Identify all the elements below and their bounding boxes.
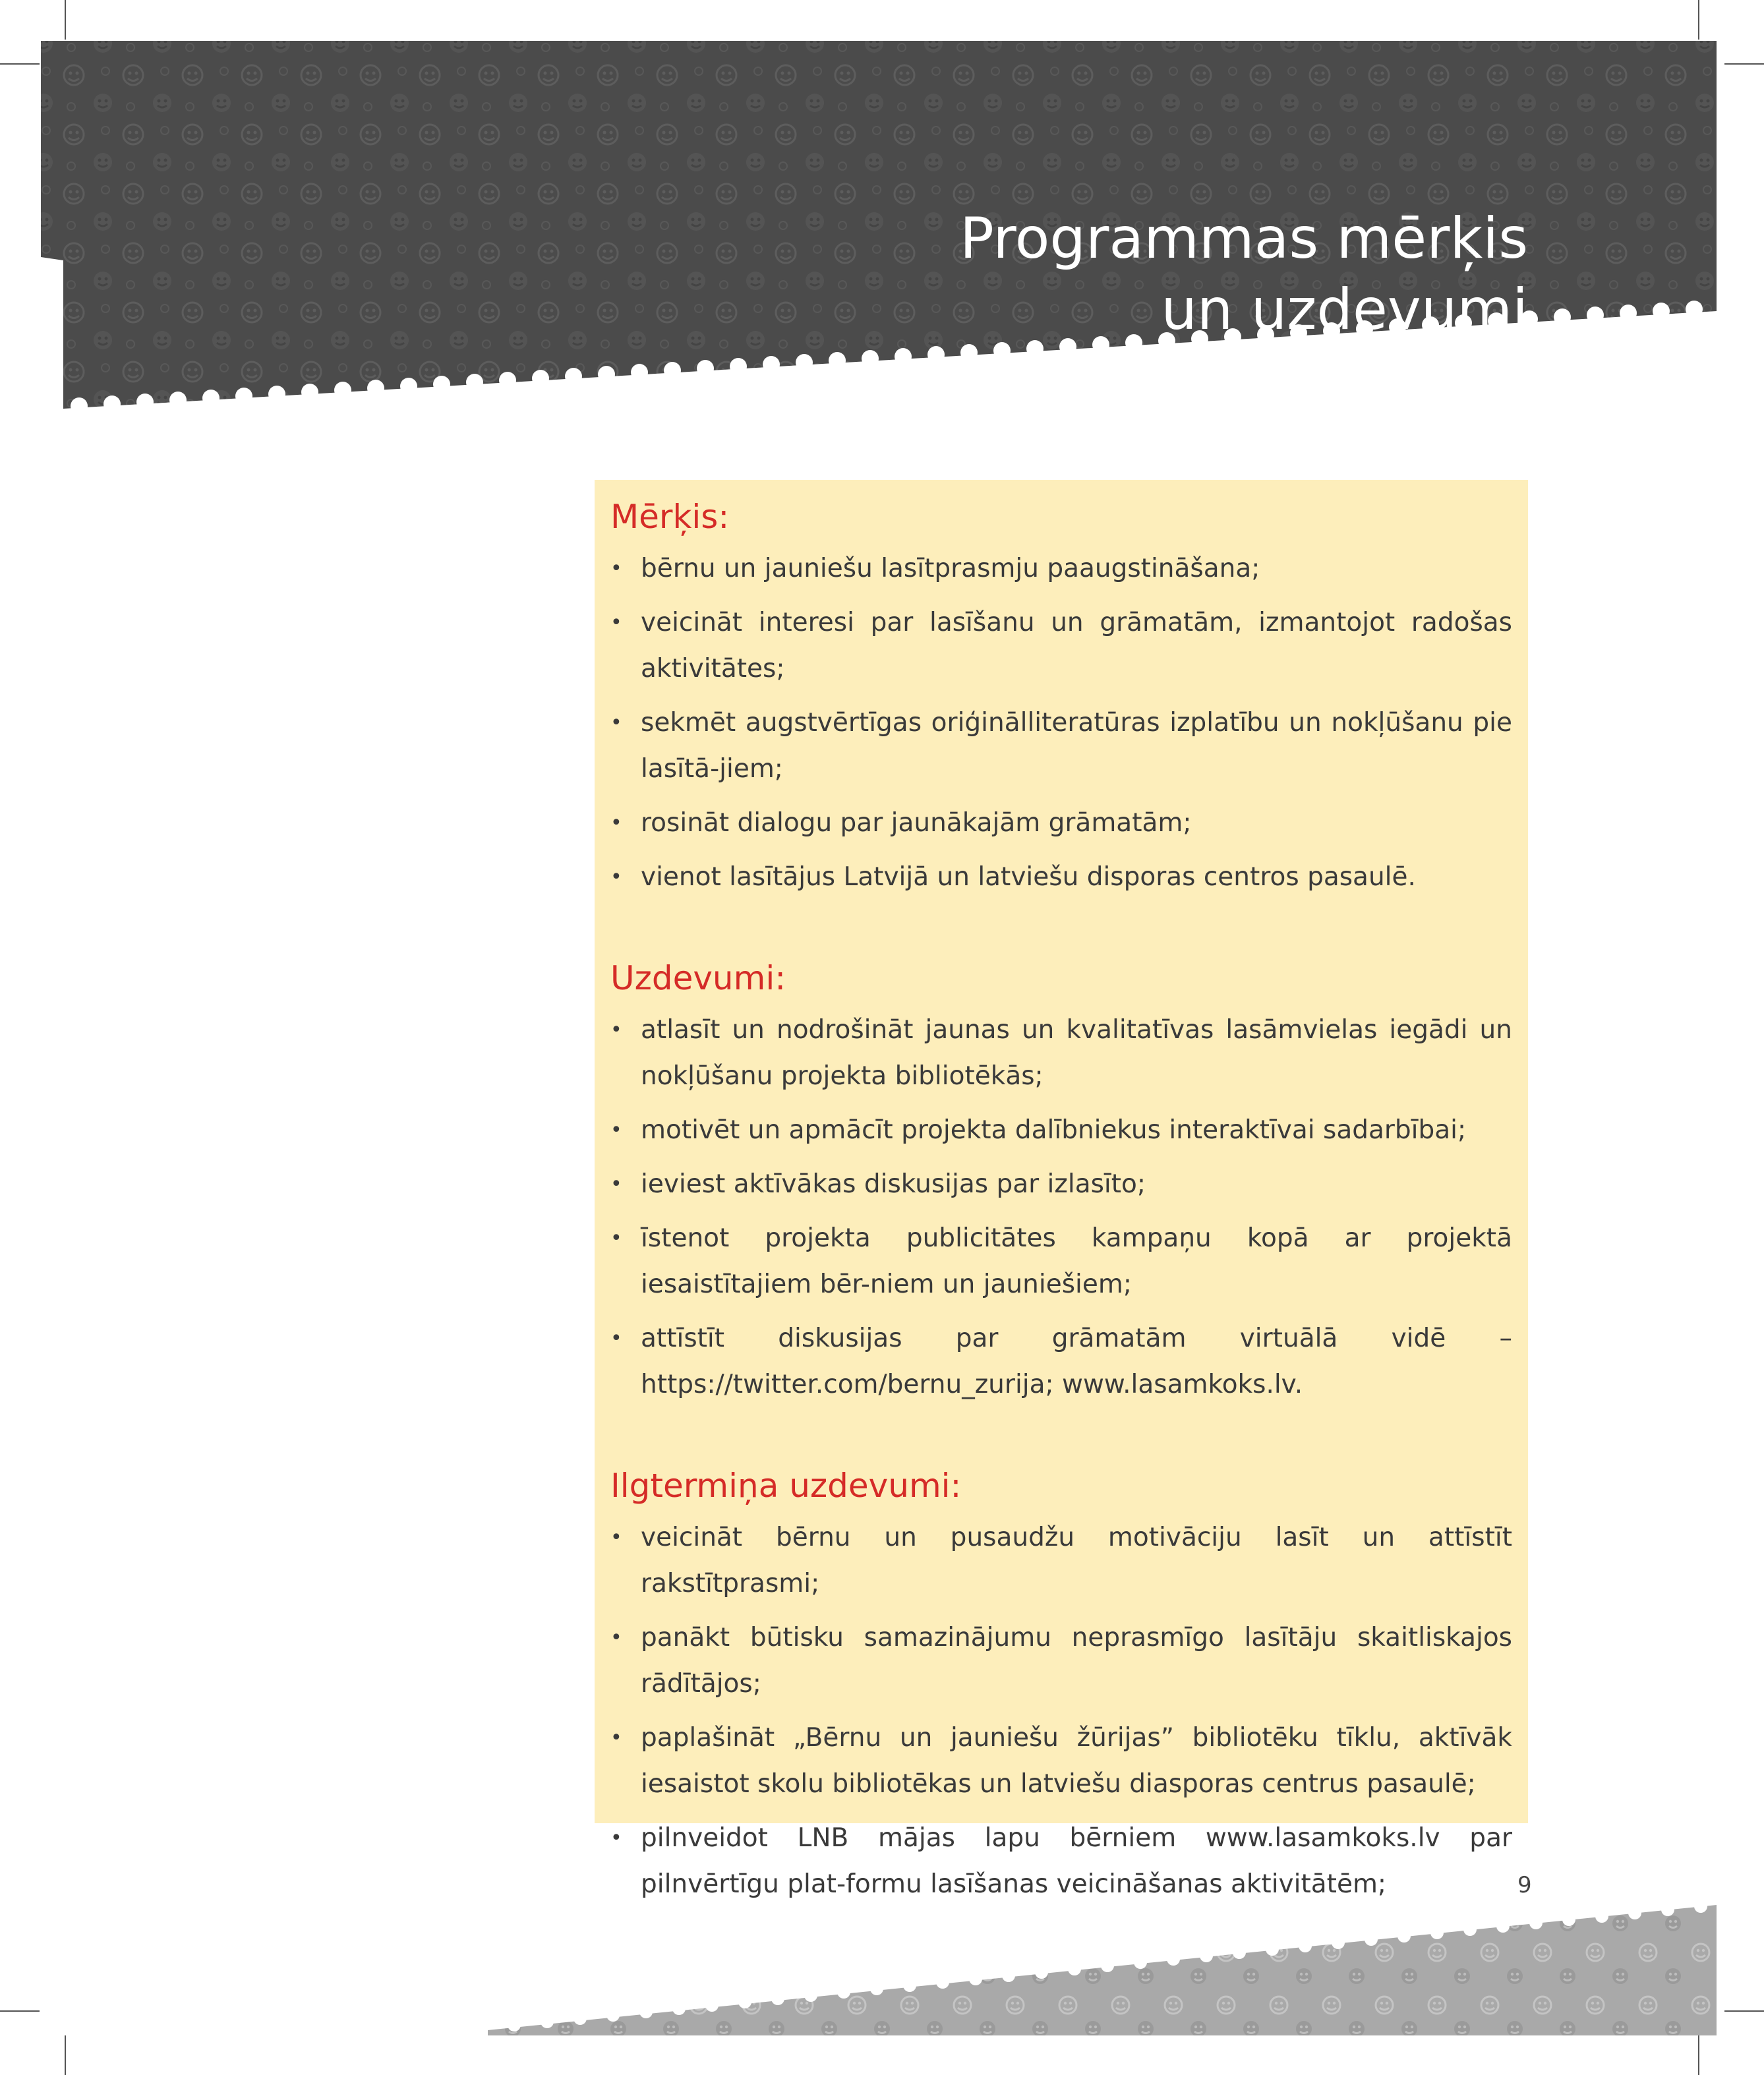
list-item-text: pilnveidot LNB mājas lapu bērniem www.lasamkoks.lv par pilnvērtīgu plat-formu lasīšanas veicināšanas aktivitātēm; bbox=[641, 1823, 1512, 1899]
bullet-icon: • bbox=[610, 865, 622, 889]
list-item-text: attīstīt diskusijas par grāmatām virtuālā vidē – https://twitter.com/bernu_zurija; www.lasamkoks.lv. bbox=[641, 1324, 1512, 1399]
list-item-text: bērnu un jauniešu lasītprasmju paaugstināšana; bbox=[641, 554, 1260, 583]
list-item bbox=[610, 1515, 1512, 1607]
list-item-text: panākt būtisku samazinājumu neprasmīgo lasītāju skaitliskajos rādītājos; bbox=[641, 1623, 1512, 1699]
list-item bbox=[610, 546, 1512, 592]
list-item-text: īstenot projekta publicitātes kampaņu kopā ar projektā iesaistītajiem bēr-niem un jauniešiem; bbox=[641, 1223, 1512, 1299]
list-item bbox=[610, 1107, 1512, 1154]
list-item-text: sekmēt augstvērtīgas oriģinālliteratūras izplatību un nokļūšanu pie lasītā-jiem; bbox=[641, 708, 1512, 784]
list-item bbox=[610, 700, 1512, 792]
bullet-icon: • bbox=[610, 1018, 622, 1041]
list-item bbox=[610, 1161, 1512, 1208]
page-title bbox=[737, 203, 1528, 345]
list-item bbox=[610, 1007, 1512, 1099]
bullet-icon: • bbox=[610, 1227, 622, 1250]
bullet-icon: • bbox=[610, 557, 622, 580]
list-item bbox=[610, 600, 1512, 692]
list-item-text: ieviest aktīvākas diskusijas par izlasīto; bbox=[641, 1169, 1146, 1199]
bullet-icon: • bbox=[610, 1119, 622, 1142]
bullet-icon: • bbox=[610, 1327, 622, 1350]
page-title-line-2: un uzdevumi bbox=[1161, 276, 1528, 343]
page-title-line-1: Programmas mērķis bbox=[959, 205, 1528, 272]
list-item-text: veicināt interesi par lasīšanu un grāmatām, izmantojot radošas aktivitātes; bbox=[641, 608, 1512, 684]
long-term-tasks-list bbox=[610, 1515, 1512, 1908]
bullet-icon: • bbox=[610, 1526, 622, 1549]
list-item-text: veicināt bērnu un pusaudžu motivāciju lasīt un attīstīt rakstītprasmi; bbox=[641, 1523, 1512, 1598]
bullet-icon: • bbox=[610, 1173, 622, 1196]
content-box bbox=[595, 480, 1528, 1899]
list-item bbox=[610, 1715, 1512, 1807]
list-item bbox=[610, 1316, 1512, 1408]
list-item bbox=[610, 1615, 1512, 1707]
list-item-text: vienot lasītājus Latvijā un latviešu disporas centros pasaulē. bbox=[641, 862, 1416, 892]
list-item-text: motivēt un apmācīt projekta dalībniekus interaktīvai sadarbībai; bbox=[641, 1115, 1467, 1145]
bullet-icon: • bbox=[610, 1827, 622, 1850]
bullet-icon: • bbox=[610, 811, 622, 834]
section-heading-tasks: Uzdevumi: bbox=[610, 959, 786, 997]
list-item bbox=[610, 854, 1512, 900]
list-item-text: atlasīt un nodrošināt jaunas un kvalitatīvas lasāmvielas iegādi un nokļūšanu projekta bibliotēkās; bbox=[641, 1015, 1512, 1091]
list-item bbox=[610, 800, 1512, 846]
tasks-list bbox=[610, 1007, 1512, 1408]
goals-list bbox=[610, 546, 1512, 900]
footer-banner bbox=[0, 1885, 1764, 2075]
page-number: 9 bbox=[1517, 1872, 1532, 1898]
list-item-text: paplašināt „Bērnu un jauniešu žūrijas” bibliotēku tīklu, aktīvāk iesaistot skolu bibliotēkas un latviešu diasporas centrus pasaulē; bbox=[641, 1723, 1512, 1799]
bullet-icon: • bbox=[610, 1626, 622, 1649]
bullet-icon: • bbox=[610, 611, 622, 634]
list-item-text: rosināt dialogu par jaunākajām grāmatām; bbox=[641, 808, 1192, 838]
list-item bbox=[610, 1215, 1512, 1308]
section-heading-goals: Mērķis: bbox=[610, 498, 730, 536]
section-heading-long-term-tasks: Ilgtermiņa uzdevumi: bbox=[610, 1467, 962, 1505]
bullet-icon: • bbox=[610, 1726, 622, 1749]
bullet-icon: • bbox=[610, 711, 622, 734]
